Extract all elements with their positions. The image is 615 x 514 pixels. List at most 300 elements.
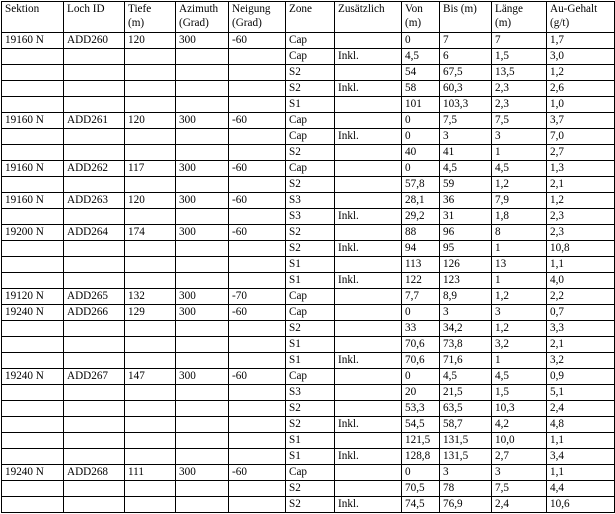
cell-zone: S1 (286, 337, 335, 353)
cell-tiefe (125, 401, 176, 417)
cell-au-gehalt: 2,2 (547, 289, 615, 305)
cell-laenge: 7,5 (492, 113, 547, 129)
cell-zone: S1 (286, 433, 335, 449)
cell-bis: 67,5 (440, 65, 492, 81)
cell-zone: S3 (286, 209, 335, 225)
cell-zone: Cap (286, 161, 335, 177)
cell-zone: S2 (286, 81, 335, 97)
cell-zone: Cap (286, 49, 335, 65)
cell-azimuth (176, 385, 229, 401)
table-row (2, 449, 615, 465)
cell-von: 0 (402, 129, 440, 145)
cell-tiefe: 120 (125, 33, 176, 49)
cell-bis: 36 (440, 193, 492, 209)
cell-tiefe: 120 (125, 193, 176, 209)
cell-zusaetzlich (335, 33, 402, 49)
cell-laenge: 7 (492, 33, 547, 49)
drill-results-table (1, 1, 615, 513)
cell-tiefe (125, 177, 176, 193)
cell-loch-id (64, 209, 125, 225)
cell-bis: 126 (440, 257, 492, 273)
cell-bis: 3 (440, 129, 492, 145)
cell-tiefe (125, 97, 176, 113)
cell-neigung: -60 (229, 161, 286, 177)
cell-neigung (229, 385, 286, 401)
cell-bis: 41 (440, 145, 492, 161)
cell-bis: 131,5 (440, 449, 492, 465)
header-laenge: Länge (m) (492, 2, 547, 33)
cell-neigung (229, 177, 286, 193)
cell-au-gehalt: 2,1 (547, 177, 615, 193)
cell-laenge: 1,2 (492, 321, 547, 337)
table-row (2, 401, 615, 417)
cell-sektion (2, 417, 64, 433)
table-row (2, 289, 615, 305)
cell-loch-id (64, 337, 125, 353)
cell-zusaetzlich (335, 289, 402, 305)
table-row (2, 337, 615, 353)
cell-laenge: 1 (492, 273, 547, 289)
cell-azimuth: 300 (176, 369, 229, 385)
cell-azimuth (176, 129, 229, 145)
cell-sektion: 19240 N (2, 465, 64, 481)
cell-von: 70,5 (402, 481, 440, 497)
cell-neigung (229, 97, 286, 113)
cell-laenge: 1,5 (492, 385, 547, 401)
cell-loch-id (64, 273, 125, 289)
cell-tiefe (125, 257, 176, 273)
cell-au-gehalt: 4,8 (547, 417, 615, 433)
cell-von: 88 (402, 225, 440, 241)
cell-zusaetzlich (335, 321, 402, 337)
header-neigung: Neigung (Grad) (229, 2, 286, 33)
cell-laenge: 2,3 (492, 81, 547, 97)
cell-azimuth: 300 (176, 225, 229, 241)
header-bis: Bis (m) (440, 2, 492, 33)
cell-loch-id: ADD262 (64, 161, 125, 177)
cell-zusaetzlich (335, 177, 402, 193)
cell-au-gehalt: 10,6 (547, 497, 615, 513)
cell-zusaetzlich: Inkl. (335, 209, 402, 225)
cell-loch-id (64, 417, 125, 433)
table-row (2, 273, 615, 289)
cell-neigung (229, 241, 286, 257)
header-zone: Zone (286, 2, 335, 33)
cell-au-gehalt: 1,3 (547, 161, 615, 177)
cell-au-gehalt: 0,7 (547, 305, 615, 321)
cell-bis: 60,3 (440, 81, 492, 97)
cell-neigung (229, 353, 286, 369)
cell-loch-id: ADD264 (64, 225, 125, 241)
cell-au-gehalt: 1,1 (547, 433, 615, 449)
cell-von: 113 (402, 257, 440, 273)
cell-azimuth: 300 (176, 113, 229, 129)
table-row (2, 129, 615, 145)
cell-au-gehalt: 2,7 (547, 145, 615, 161)
cell-sektion (2, 273, 64, 289)
table-row (2, 113, 615, 129)
cell-au-gehalt: 1,1 (547, 465, 615, 481)
cell-au-gehalt: 2,3 (547, 209, 615, 225)
cell-laenge: 1,5 (492, 49, 547, 65)
cell-sektion: 19160 N (2, 33, 64, 49)
cell-zusaetzlich (335, 385, 402, 401)
cell-au-gehalt: 7,0 (547, 129, 615, 145)
cell-au-gehalt: 3,3 (547, 321, 615, 337)
cell-laenge: 3 (492, 465, 547, 481)
cell-tiefe (125, 497, 176, 513)
cell-bis: 7,5 (440, 113, 492, 129)
header-azimuth: Azimuth (Grad) (176, 2, 229, 33)
cell-zone: S1 (286, 257, 335, 273)
cell-laenge: 3 (492, 129, 547, 145)
cell-zusaetzlich (335, 145, 402, 161)
cell-zone: S3 (286, 385, 335, 401)
table-row (2, 177, 615, 193)
cell-bis: 7 (440, 33, 492, 49)
cell-zone: S2 (286, 321, 335, 337)
cell-neigung (229, 401, 286, 417)
cell-neigung (229, 321, 286, 337)
cell-sektion (2, 321, 64, 337)
cell-sektion: 19240 N (2, 369, 64, 385)
cell-au-gehalt: 10,8 (547, 241, 615, 257)
cell-loch-id: ADD263 (64, 193, 125, 209)
cell-von: 0 (402, 465, 440, 481)
cell-von: 0 (402, 113, 440, 129)
cell-laenge: 1,2 (492, 289, 547, 305)
cell-azimuth: 300 (176, 289, 229, 305)
cell-neigung (229, 49, 286, 65)
cell-zone: S1 (286, 353, 335, 369)
cell-loch-id (64, 241, 125, 257)
cell-zusaetzlich: Inkl. (335, 81, 402, 97)
cell-bis: 123 (440, 273, 492, 289)
cell-loch-id: ADD261 (64, 113, 125, 129)
cell-neigung (229, 337, 286, 353)
cell-loch-id (64, 497, 125, 513)
table-row (2, 369, 615, 385)
cell-laenge: 2,4 (492, 497, 547, 513)
cell-zone: S1 (286, 273, 335, 289)
cell-laenge: 7,9 (492, 193, 547, 209)
cell-laenge: 10,0 (492, 433, 547, 449)
table-row (2, 497, 615, 513)
cell-tiefe (125, 321, 176, 337)
cell-au-gehalt: 4,0 (547, 273, 615, 289)
table-row (2, 305, 615, 321)
cell-azimuth (176, 49, 229, 65)
cell-von: 0 (402, 33, 440, 49)
cell-tiefe (125, 129, 176, 145)
cell-zusaetzlich (335, 369, 402, 385)
cell-neigung (229, 449, 286, 465)
cell-azimuth (176, 257, 229, 273)
cell-von: 54,5 (402, 417, 440, 433)
cell-von: 0 (402, 161, 440, 177)
table-row (2, 433, 615, 449)
cell-laenge: 4,5 (492, 161, 547, 177)
table-row (2, 353, 615, 369)
cell-sektion (2, 97, 64, 113)
cell-loch-id (64, 385, 125, 401)
cell-von: 121,5 (402, 433, 440, 449)
cell-loch-id: ADD268 (64, 465, 125, 481)
cell-au-gehalt: 0,9 (547, 369, 615, 385)
cell-azimuth (176, 65, 229, 81)
cell-neigung (229, 481, 286, 497)
cell-sektion (2, 257, 64, 273)
cell-neigung (229, 497, 286, 513)
cell-loch-id: ADD267 (64, 369, 125, 385)
cell-laenge: 1,8 (492, 209, 547, 225)
cell-laenge: 13 (492, 257, 547, 273)
cell-tiefe: 117 (125, 161, 176, 177)
table-row (2, 257, 615, 273)
cell-neigung: -60 (229, 113, 286, 129)
cell-loch-id (64, 177, 125, 193)
cell-loch-id (64, 129, 125, 145)
cell-sektion: 19160 N (2, 161, 64, 177)
cell-zone: Cap (286, 129, 335, 145)
cell-zusaetzlich (335, 465, 402, 481)
cell-azimuth (176, 353, 229, 369)
cell-azimuth: 300 (176, 465, 229, 481)
cell-neigung (229, 145, 286, 161)
cell-tiefe (125, 481, 176, 497)
cell-tiefe: 174 (125, 225, 176, 241)
cell-azimuth: 300 (176, 305, 229, 321)
cell-loch-id (64, 353, 125, 369)
cell-neigung (229, 257, 286, 273)
cell-loch-id (64, 321, 125, 337)
table-body (2, 33, 615, 513)
cell-loch-id (64, 65, 125, 81)
cell-neigung (229, 65, 286, 81)
cell-azimuth (176, 433, 229, 449)
cell-au-gehalt: 3,2 (547, 353, 615, 369)
table-row (2, 209, 615, 225)
cell-sektion (2, 145, 64, 161)
cell-tiefe: 132 (125, 289, 176, 305)
cell-neigung: -60 (229, 225, 286, 241)
cell-zone: S2 (286, 225, 335, 241)
cell-von: 33 (402, 321, 440, 337)
cell-au-gehalt: 4,4 (547, 481, 615, 497)
cell-laenge: 3 (492, 305, 547, 321)
cell-neigung (229, 209, 286, 225)
table-header (2, 2, 615, 33)
cell-von: 29,2 (402, 209, 440, 225)
cell-tiefe (125, 449, 176, 465)
cell-au-gehalt: 3,4 (547, 449, 615, 465)
table-row (2, 465, 615, 481)
cell-au-gehalt: 2,1 (547, 337, 615, 353)
cell-zusaetzlich (335, 337, 402, 353)
cell-bis: 34,2 (440, 321, 492, 337)
cell-sektion (2, 241, 64, 257)
cell-bis: 3 (440, 305, 492, 321)
cell-tiefe (125, 81, 176, 97)
header-au-gehalt: Au-Gehalt (g/t) (547, 2, 615, 33)
cell-laenge: 1 (492, 145, 547, 161)
cell-bis: 3 (440, 465, 492, 481)
header-zusaetzlich: Zusätzlich (335, 2, 402, 33)
cell-neigung: -60 (229, 193, 286, 209)
cell-loch-id: ADD260 (64, 33, 125, 49)
cell-azimuth (176, 273, 229, 289)
table-row (2, 65, 615, 81)
cell-azimuth (176, 481, 229, 497)
header-loch-id: Loch ID (64, 2, 125, 33)
cell-bis: 31 (440, 209, 492, 225)
cell-zone: S2 (286, 241, 335, 257)
cell-azimuth: 300 (176, 193, 229, 209)
cell-neigung (229, 433, 286, 449)
cell-zusaetzlich: Inkl. (335, 497, 402, 513)
cell-au-gehalt: 1,7 (547, 33, 615, 49)
table-row (2, 33, 615, 49)
cell-tiefe (125, 273, 176, 289)
cell-zusaetzlich: Inkl. (335, 417, 402, 433)
cell-sektion (2, 353, 64, 369)
cell-von: 122 (402, 273, 440, 289)
cell-neigung (229, 129, 286, 145)
cell-zusaetzlich (335, 113, 402, 129)
cell-laenge: 2,3 (492, 97, 547, 113)
cell-bis: 59 (440, 177, 492, 193)
cell-von: 57,8 (402, 177, 440, 193)
cell-von: 0 (402, 305, 440, 321)
cell-zone: Cap (286, 289, 335, 305)
cell-loch-id (64, 257, 125, 273)
cell-zone: S2 (286, 481, 335, 497)
cell-neigung: -60 (229, 369, 286, 385)
cell-neigung (229, 273, 286, 289)
cell-zone: Cap (286, 369, 335, 385)
cell-zusaetzlich (335, 257, 402, 273)
cell-tiefe (125, 145, 176, 161)
cell-azimuth (176, 81, 229, 97)
cell-loch-id (64, 481, 125, 497)
cell-tiefe (125, 353, 176, 369)
cell-neigung: -70 (229, 289, 286, 305)
table-row (2, 97, 615, 113)
cell-zusaetzlich (335, 401, 402, 417)
header-tiefe: Tiefe (m) (125, 2, 176, 33)
table-row (2, 49, 615, 65)
cell-tiefe: 120 (125, 113, 176, 129)
cell-zone: S2 (286, 497, 335, 513)
cell-zusaetzlich (335, 305, 402, 321)
cell-zone: S3 (286, 193, 335, 209)
cell-zusaetzlich: Inkl. (335, 241, 402, 257)
cell-sektion (2, 209, 64, 225)
cell-au-gehalt: 1,0 (547, 97, 615, 113)
cell-laenge: 1,2 (492, 177, 547, 193)
cell-von: 70,6 (402, 337, 440, 353)
cell-bis: 4,5 (440, 161, 492, 177)
cell-azimuth (176, 321, 229, 337)
cell-von: 128,8 (402, 449, 440, 465)
cell-laenge: 1 (492, 241, 547, 257)
cell-von: 101 (402, 97, 440, 113)
table-row (2, 321, 615, 337)
cell-tiefe: 129 (125, 305, 176, 321)
table-row (2, 385, 615, 401)
cell-bis: 103,3 (440, 97, 492, 113)
table-row (2, 161, 615, 177)
cell-zone: S2 (286, 401, 335, 417)
cell-sektion: 19240 N (2, 305, 64, 321)
cell-zone: S2 (286, 145, 335, 161)
cell-zusaetzlich (335, 161, 402, 177)
cell-bis: 58,7 (440, 417, 492, 433)
cell-von: 53,3 (402, 401, 440, 417)
cell-zone: Cap (286, 305, 335, 321)
cell-zusaetzlich: Inkl. (335, 49, 402, 65)
cell-zone: Cap (286, 465, 335, 481)
cell-zone: S2 (286, 417, 335, 433)
cell-laenge: 8 (492, 225, 547, 241)
cell-von: 54 (402, 65, 440, 81)
cell-azimuth (176, 177, 229, 193)
cell-neigung: -60 (229, 465, 286, 481)
cell-au-gehalt: 5,1 (547, 385, 615, 401)
cell-von: 70,6 (402, 353, 440, 369)
cell-tiefe (125, 337, 176, 353)
cell-bis: 8,9 (440, 289, 492, 305)
cell-azimuth (176, 401, 229, 417)
cell-loch-id (64, 97, 125, 113)
cell-azimuth (176, 241, 229, 257)
cell-tiefe (125, 49, 176, 65)
cell-azimuth (176, 417, 229, 433)
cell-zusaetzlich: Inkl. (335, 449, 402, 465)
cell-laenge: 10,3 (492, 401, 547, 417)
cell-sektion (2, 433, 64, 449)
cell-zusaetzlich: Inkl. (335, 273, 402, 289)
cell-von: 74,5 (402, 497, 440, 513)
header-sektion: Sektion (2, 2, 64, 33)
cell-zusaetzlich (335, 225, 402, 241)
cell-zone: S1 (286, 97, 335, 113)
drill-results-table-wrapper (1, 1, 615, 513)
cell-zusaetzlich (335, 193, 402, 209)
cell-sektion (2, 337, 64, 353)
cell-zone: S2 (286, 177, 335, 193)
cell-sektion (2, 81, 64, 97)
cell-loch-id: ADD265 (64, 289, 125, 305)
cell-von: 40 (402, 145, 440, 161)
cell-au-gehalt: 1,1 (547, 257, 615, 273)
cell-tiefe (125, 433, 176, 449)
cell-sektion: 19160 N (2, 193, 64, 209)
cell-azimuth (176, 337, 229, 353)
table-row (2, 481, 615, 497)
cell-bis: 96 (440, 225, 492, 241)
header-row (2, 2, 615, 33)
cell-sektion: 19120 N (2, 289, 64, 305)
cell-azimuth (176, 97, 229, 113)
cell-bis: 21,5 (440, 385, 492, 401)
cell-sektion (2, 401, 64, 417)
table-row (2, 193, 615, 209)
cell-tiefe: 147 (125, 369, 176, 385)
cell-loch-id (64, 433, 125, 449)
cell-zusaetzlich: Inkl. (335, 129, 402, 145)
cell-loch-id (64, 81, 125, 97)
